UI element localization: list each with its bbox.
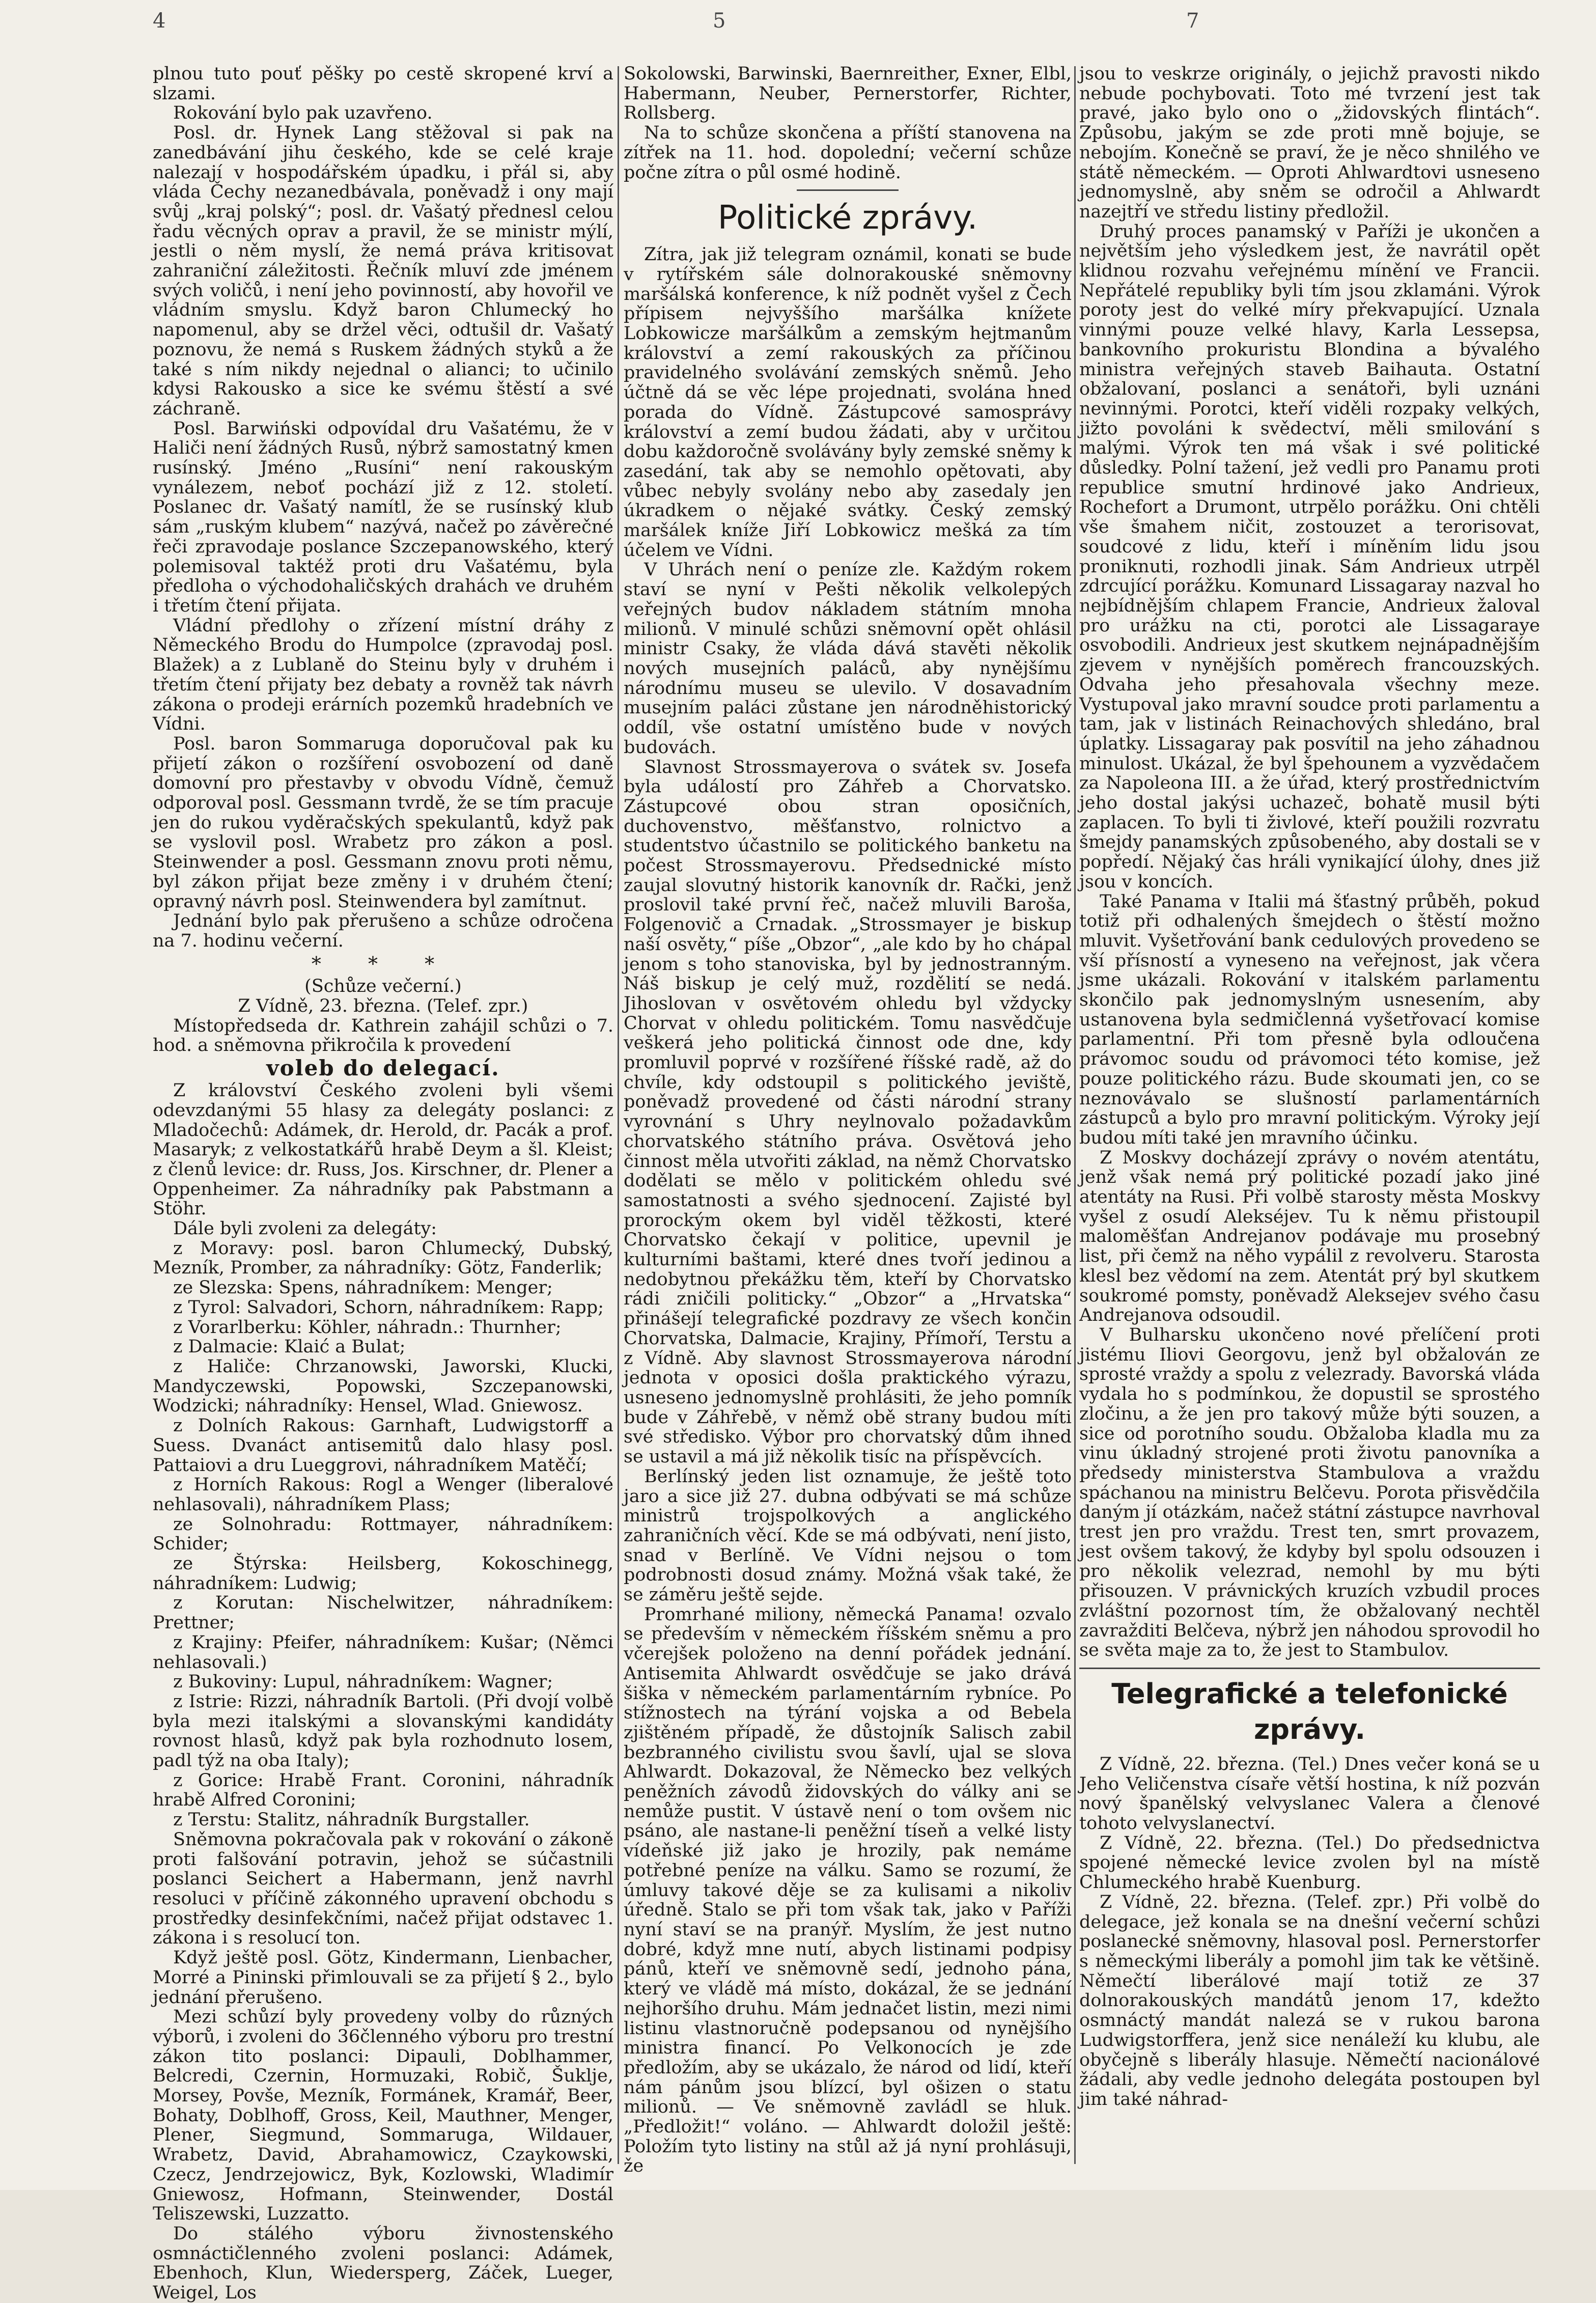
paragraph: Do stálého výboru živnostenského osmnáctičlenného zvoleni poslanci: Adámek, Ebenhoch, Klun, Wiedersperg, Záček, Lueger, Weigel, Los <box>153 2223 613 2303</box>
paragraph: Sokolowski, Barwinski, Baernreither, Exner, Elbl, Habermann, Neuber, Pernerstorfer, Richter, Rollsberg. <box>624 64 1072 124</box>
paragraph: z Krajiny: Pfeifer, náhradníkem: Kušar; (Němci nehlasovali.) <box>153 1632 613 1673</box>
telegraph-news-heading: Telegrafické a telefonické zprávy. <box>1111 1677 1508 1745</box>
section-rule <box>797 189 899 191</box>
paragraph: Promrhané miliony, německá Panama! ozvalo se především v německém říšském sněmu a pro včerejšek položeno na denní pořádek jednání. Antisemita Ahlwardt osvědčuje se jako drává šiška v německém parlamentárním rybníce. Po stížnostech na týrání vojska a od Bebela zjištěném případě, že důstojník Salisch zabil bezbranného civilistu svou šavlí, ujal se slova Ahlwardt. Dokazoval, že Německo bez velkých peněžních závodů židovských do války ani se nemůže pustit. V ústavě není o tom ovšem nic psáno, ale nastane-li peněžní tíseň a velké listy vídeňské již jako je hrozily, pak nemáme potřebné peníze na válku. Samo se rozumí, že úmluvy takové děje se za kulisami a nikoliv úředně. Stalo se při tom však tak, jako v Paříži nyní staví se na pranýř. Myslím, že jest nutno dobré, když mne nutí, abych listinami podpisy pánů, kteří ve sněmovně sedí, jednoho pána, který ve vládě má místo, dokázal, že se jednání nejhoršího druhu. Mám jednačet listin, mezi nimi listinu vlastnoručně podepsanou od nynějšího ministra financí. Po Velkonocích je zde předložím, aby se ukázalo, že národ od lidí, kteří nám pánům jsou blízcí, byl ošizen o statu milionů. — Ve sněmovně zavládl se hluk. „Předložit!“ voláno. — Ahlwardt doložil ještě: Položím tyto listiny na stůl až já nyní prohlásuji, že <box>624 1604 1072 2177</box>
paragraph: Z Vídně, 22. března. (Telef. zpr.) Při volbě do delegace, jež konala se na dnešní večerní schůzi poslanecké sněmovny, hlasoval posl. Pernerstorfer s německými liberály a pomohl jim tak ke většině. Němečtí liberálové mají totiž ze 37 dolnorakouských mandátů jenom 17, kdežto osmnáctý mandát nalezá se v rukou barona Ludwigstorffera, jenž sice nenáleží ku klubu, ale obyčejně s liberály hlasuje. Němečtí nacionálové žádali, aby vedle jednoho delegáta postoupen byl jim také náhrad- <box>1079 1892 1540 2110</box>
paragraph: z Korutan: Nischelwitzer, náhradníkem: Prettner; <box>153 1593 613 1633</box>
paragraph: Na to schůze skončena a příští stanovena na zítřek na 11. hod. dopolední; večerní schůze počne zítra o půl osmé hodině. <box>624 123 1072 183</box>
column-3 <box>1079 64 1540 2177</box>
paragraph: Zítra, jak již telegram oznámil, konati se bude v rytířském sále dolnorakouské sněmovny maršálská konference, k níž podnět vyšel z Čech přípisem nejvyššího maršálka knížete Lobkowicze maršálkům a zemským hejtmanům království a zemí rakouských za příčinou pravidelného svolávání zemských sněmů. Jeho účtně dá se věc lépe projednati, svolána hned porada do Vídně. Zástupcové samosprávy království a zemí budou žádati, aby v určitou dobu každoročně svolávány byly zemské sněmy k zasedání, tak aby se nemohlo opětovati, aby vůbec nebyly svolány nebo aby zasedaly jen úkradkem o nějaké svátky. Český zemský maršálek kníže Jiří Lobkowicz mešká za tím účelem ve Vídni. <box>624 244 1072 561</box>
paragraph: ze Štýrska: Heilsberg, Kokoschinegg, náhradníkem: Ludwig; <box>153 1553 613 1594</box>
column-2 <box>624 64 1072 2177</box>
paragraph: Z království Českého zvoleni byli všemi odevzdanými 55 hlasy za delegáty poslanci: z Mladočechů: Adámek, dr. Herold, dr. Pacák a prof. Masaryk; z velkostatkářů hrabě Deym a šl. Kleist; z členů levice: dr. Russ, Jos. Kirschner, dr. Plener a Oppenheimer. Za náhradníky pak Pabstmann a Stöhr. <box>153 1080 613 1219</box>
paragraph: Berlínský jeden list oznamuje, že ještě toto jaro a sice již 27. dubna odbývati se má schůze ministrů trojspolkových a anglického zahraničních věcí. Kde se má odbývati, není jisto, snad v Berlíně. Ve Vídni nejsou o tom podrobnosti dosud známy. Možná však také, že se záměru ještě sejde. <box>624 1466 1072 1605</box>
paragraph: z Horních Rakous: Rogl a Wenger (liberalové nehlasovali), náhradníkem Plass; <box>153 1475 613 1515</box>
paragraph: Když ještě posl. Götz, Kindermann, Lienbacher, Morré a Pininski přimlouvali se za přijetí § 2., bylo jednání přerušeno. <box>153 1948 613 2008</box>
column-divider-2 <box>1074 66 1076 2164</box>
paragraph: Dále byli zvoleni za delegáty: <box>173 1218 437 1239</box>
paragraph: z Dalmacie: Klaić a Bulat; <box>173 1337 406 1357</box>
paragraph: Z Moskvy docházejí zprávy o novém atentátu, jenž však nemá prý politické pozadí jako jiné atentáty na Rusi. Při volbě starosty města Moskvy vyšel z osudí Alekséjev. Tu k němu přistoupil maloměšťan Andrejanov podávaje mu prosebný list, při čemž na něho vypálil z revolveru. Starosta klesl bez vědomí na zem. Atentát prý byl skutkem soukromé pomsty, poněvadž Aleksejev svého času Andrejanova odsoudil. <box>1079 1147 1540 1326</box>
paragraph: z Bukoviny: Lupul, náhradníkem: Wagner; <box>173 1672 553 1692</box>
paragraph: Slavnost Strossmayerova o svátek sv. Josefa byla událostí pro Záhřeb a Chorvatsko. Zástupcové obou stran oposičních, duchovenstvo, měšťanstvo, rolnictvo a studentstvo účastnilo se politického banketu na počest Strossmayerovu. Předsednické místo zaujal slovutný historik kanovník dr. Rački, jenž proslovil také první řeč, načež mluvili Baroša, Folgenovič a Crnadak. „Strossmayer je biskup naší osvěty,“ píše „Obzor“, „ale kdo by ho chápal jenom s toho stanoviska, byl by jednostranným. Náš biskup je celý muž, rozdělití se nedá. Jihoslovan v osvětovém ohledu byl vždycky Chorvat v ohledu politickém. Tomu nasvědčuje veškerá jeho politická činnost ode dne, kdy promluvil poprvé v rozšířené říšské radě, až do chvíle, kdy odstoupil s politického jeviště, poněvadž provedené od části národní strany vyrovnání s Uhry neylnovalo požadavkům chorvatského státního práva. Osvětová jeho činnost měla utvořiti základ, na němž Chorvatsko dodělati se mělo v politickém ohledu své samostatnosti a svého sjednocení. Zajisté byl prorockým okem byl viděl těžkosti, které Chorvatsko čekají v politice, upevnil je kulturními baštami, které dnes tvoří jedinou a nedobytnou překážku těm, kteří by Chorvatsko rádi zničili politicky.“ „Obzor“ a „Hrvatska“ přinášejí telegrafické pozdravy ze všech končin Chorvatska, Dalmacie, Krajiny, Přímoří, Terstu a z Vídně. Aby slavnost Strossmayerova národní jednota v oposici došla praktického výrazu, usneseno jednomyslně prohlásiti, že jeho pomník bude v Záhřebě, v němž obě strany budou míti své středisko. Výbor pro chorvatský dům ihned se ustavil a má již několik tisíc na příspěvcích. <box>624 757 1072 1467</box>
paragraph: Také Panama v Italii má šťastný průběh, pokud totiž při odhalených šmejdech o štěstí možno mluvit. Vyšetřování bank cedulových provedeno se vší přísností a vyneseno na veřejnost, jak včera jsme ukázali. Rokování v italském parlamentu skončilo pak jednomyslným usnesením, aby ustanovena byla sedmičlenná vyšetřovací komise parlamentní. Při tom přesně byla odloučena právomoc soudu od právomoci této komise, jež pouze politického rázu. Bude skoumati jen, co se neznovávalo se slušností parlamentárních zástupců a bylo pro mravní politickým. Výroky její budou míti také jen mravního účinku. <box>1079 891 1540 1148</box>
evening-dateline: Z Vídně, 23. března. (Telef. zpr.) <box>238 996 528 1017</box>
paragraph: V Bulharsku ukončeno nové přelíčení proti jistému Iliovi Georgovu, jenž byl obžalován ze sprosté vraždy a spolu z velezrady. Bavorská vláda vydala ho s podmínkou, že dopustil se sprostého zločinu, a že jen pro takový může býti souzen, a sice od porotního soudu. Obžaloba kladla mu za vinu úkladný strojené proti životu panovníka a předsedy ministerstva Stambulova a vraždu spáchanou na ministru Belčevu. Porota přisvědčila daným jí otázkám, načež státní zástupce navrhoval trest jen pro vraždu. Trest ten, smrt provazem, jest ovšem takový, že kdyby byl spolu odsouzen i pro několik velezrad, nemohl by mu býti přisouzen. V právnických kruzích vzbudil proces zvláštní pozornost tím, že obžalovaný nechtěl zavražditi Belčeva, nýbrž jen náhodou sprovodil ho se světa maje za to, že jest to Stambulov. <box>1079 1325 1540 1661</box>
evening-session-title: (Schůze večerní.) <box>304 976 462 997</box>
paragraph: Jednání bylo pak přerušeno a schůze odročena na 7. hodinu večerní. <box>153 911 613 951</box>
paragraph: Druhý proces panamský v Paříži je ukončen a největším jeho výsledkem jest, že navrátil opět klidnou rozvahu veřejnému mínění ve Francii. Nepřátelé republiky byli tím jsou zklamáni. Výrok poroty jest do velké míry překvapující. Uznala vinnými pouze velké hlavy, Karla Lessepsa, bankovního prokuristu Blondina a bývalého ministra veřejných staveb Baihauta. Ostatní obžalovaní, poslanci a senátoři, byli uznáni nevinnými. Porotci, kteří viděli rozpaky velkých, jižto povoláni k svědectví, měli smilování s malými. Výrok ten má však i své politické důsledky. Polní tažení, jež vedli pro Panamu proti republice smutní hrdinové jako Andrieux, Rochefort a Drumont, utrpělo porážku. Oni chtěli vše šmahem ničit, zostouzet a terorisovat, soudcové z lidu, kteří i míněním lidu jsou proniknuti, rozhodli jinak. Sám Andrieux utrpěl zdrcující porážku. Komunard Lissagaray nazval ho nejbídnějším chlapem Francie, Andrieux žaloval pro urážku na cti, porotci ale Lissagaraye osvobodili. Andrieux jest skutkem nejnápadnějším zjevem v nynějších poměrech francouzských. Odvaha jeho přesahovala všechny meze. Vystupoval jako mravní soudce proti parlamentu a tam, jak v listinách Reinachových shledáno, bral úplatky. Lissagaray pak posvítil na jeho záhadnou minulost. Ukázal, že byl špehounem a vyzvědačem za Napoleona III. a že úřad, který prostřednictvím jeho dostal jakýsi uchazeč, bohatě musil býti zaplacen. To byli ti živlové, kteří použili rozvratu šmejdy panamských způsobeného, aby dostali se v popředí. Nějaký čas hráli vynikající úlohy, dnes již jsou v koncích. <box>1079 221 1540 892</box>
paragraph: z Haliče: Chrzanowski, Jaworski, Klucki, Mandyczewski, Popowski, Szczepanowski, Wodzicki; náhradníky: Hensel, Wlad. Gniewosz. <box>153 1356 613 1417</box>
paragraph: ze Solnohradu: Rottmayer, náhradníkem: Schider; <box>153 1514 613 1555</box>
header-mark-left: 4 <box>153 9 166 33</box>
paragraph: jsou to veskrze originály, o jejichž pravosti nikdo nebude pochybovati. Toto mé tvrzení jest tak pravé, jako bylo ono o „židovských flintách“. Způsobu, jakým se zde proti mně bojuje, se nebojím. Konečně se praví, že je něco shnilého ve státě německém. — Oproti Ahlwardtovi usneseno jednomyslně, aby sněm se odročil a Ahlwardt nazejtří ve středu listiny předložil. <box>1079 64 1540 222</box>
paragraph: z Dolních Rakous: Garnhaft, Ludwigstorff a Suess. Dvanáct antisemitů dalo hlasy posl. Pattaiovi a dru Lueggrovi, náhradníkem Matěčí; <box>153 1416 613 1476</box>
section-stars: * * * <box>311 952 455 975</box>
paragraph: Vládní předlohy o zřízení místní dráhy z Německého Brodu do Humpolce (zpravodaj posl. Blažek) a z Lublaně do Steinu byly v druhém i třetím čtení přijaty bez debaty a rovněž tak návrh zákona o prodeji erárních pozemků hradebních ve Vídni. <box>153 615 613 735</box>
paragraph: Posl. baron Sommaruga doporučoval pak ku přijetí zákon o rozšíření osvobození od daně domovní pro přestavby v obvodu Vídně, čemuž odporoval posl. Gessmann tvrdě, že se tím pracuje jen do rukou vyděračských spekulantů, když pak se vyslovil posl. Wrabetz pro zákon a posl. Steinwender a posl. Gessmann znovu proti němu, byl zákon přijat beze změny i v druhém čtení; opravný návrh posl. Steinwendera byl zamítnut. <box>153 733 613 912</box>
paragraph: Sněmovna pokračovala pak v rokování o zákoně proti falšování potravin, jehož se súčastnili poslanci Seichert a Habermann, jenž navrhl resoluci v příčině zákonného upravení obchodu s prostředky desinfekčními, načež přijat odstavec 1. zákona i s resolucí ton. <box>153 1829 613 1949</box>
paragraph: z Vorarlberku: Köhler, náhradn.: Thurnher; <box>173 1317 562 1338</box>
paragraph: Rokování bylo pak uzavřeno. <box>173 103 433 124</box>
paragraph: V Uhrách není o peníze zle. Každým rokem staví se nyní v Pešti několik velkolepých veřejných budov nákladem státním mnoha milionů. V minulé schůzi sněmovní opět ohlásil ministr Csaky, že vláda dává stavěti několik nových musejních paláců, aby nynějšímu národnímu museu se ulevilo. V dosavadním musejním paláci zůstane jen národněhistorický oddíl, vše ostatní umístěno bude v nových budovách. <box>624 560 1072 758</box>
column-divider-1 <box>618 66 619 2164</box>
paragraph: z Tyrol: Salvadori, Schorn, náhradníkem: Rapp; <box>173 1297 604 1318</box>
header-mark-right: 7 <box>1186 9 1199 33</box>
delegation-heading: voleb do delegací. <box>266 1056 500 1081</box>
column-1 <box>153 64 613 2303</box>
paragraph: z Istrie: Rizzi, náhradník Bartoli. (Při dvojí volbě byla mezi italskými a slovanskými kandidáty rovnost hlasů, když pak byla rozhodnuto losem, padl týž na oba Italy); <box>153 1691 613 1771</box>
paragraph: z Gorice: Hrabě Frant. Coronini, náhradník hrabě Alfred Coronini; <box>153 1770 613 1811</box>
paragraph: z Moravy: posl. baron Chlumecký, Dubský, Mezník, Promber, za náhradníky: Götz, Fanderlik; <box>153 1238 613 1279</box>
paragraph: ze Slezska: Spens, náhradníkem: Menger; <box>173 1278 553 1298</box>
paragraph: Posl. dr. Hynek Lang stěžoval si pak na zanedbávání jihu českého, kde se celé kraje nalezají v hospodářském úpadku, i přál si, aby vláda Čechy nezanedbávala, poněvadž i ony mají svůj „kraj polský“; posl. dr. Vašatý přednesl celou řadu věcných oprav a pravil, že se ministr mýlí, jestli o něm myslí, že nemá práva kritisovat zahraniční záležitosti. Řečník mluví zde jménem svých voličů, i není jeho povinností, aby hovořil ve vládním smyslu. Když baron Chlumecký ho napomenul, aby se držel věci, odtušil dr. Vašatý poznovu, že nemá s Ruskem žádných styků a že také s ním nikdy nejednal o alianci; to učinilo kdysi Rakousko a sice ke svému štěstí a své záchraně. <box>153 123 613 419</box>
header-mark-mid: 5 <box>713 9 726 33</box>
paragraph: Z Vídně, 22. března. (Tel.) Dnes večer koná se u Jeho Veličenstva císaře větší hostina, k níž pozván nový španělský velvyslanec Valera a členové tohoto velvyslanectví. <box>1079 1754 1540 1834</box>
political-news-heading: Politické zprávy. <box>717 199 978 237</box>
paragraph: Z Vídně, 22. března. (Tel.) Do předsednictva spojené německé levice zvolen byl na místě Chlumeckého hrabě Kuenburg. <box>1079 1833 1540 1893</box>
paragraph: plnou tuto pouť pěšky po cestě skropené krví a slzami. <box>153 64 613 104</box>
paragraph: z Terstu: Stalitz, náhradník Burgstaller. <box>173 1810 530 1830</box>
paragraph: Posl. Barwiński odpovídal dru Vašatému, že v Haliči není žádných Rusů, nýbrž samostatný kmen rusínský. Jméno „Rusíni“ není rakouským vynálezem, neboť pochází již z 12. století. Poslanec dr. Vašatý namítl, že se rusínský klub sám „ruským klubem“ nazývá, načež po závěrečné řeči zpravodaje poslance Szczepanowského, který polemisoval taktéž proti dru Vašatému, byla předloha o východohaličských drahách ve druhém i třetím čtení přijata. <box>153 418 613 616</box>
section-rule <box>1079 1668 1540 1669</box>
page-header-marks <box>0 9 1596 40</box>
paragraph: Mezi schůzí byly provedeny volby do různých výborů, i zvoleni do 36členného výboru pro trestní zákon tito poslanci: Dipauli, Doblhammer, Belcredi, Czernin, Hormuzaki, Robič, Šuklje, Morsey, Povše, Mezník, Formánek, Kramář, Beer, Bohaty, Doblhoff, Gross, Keil, Mauthner, Menger, Plener, Siegmund, Sommaruga, Wildauer, Wrabetz, David, Abrahamowicz, Czaykowski, Czecz, Jendrzejowicz, Byk, Kozlowski, Wladimír Gniewosz, Hofmann, Steinwender, Dostál Teliszewski, Luzzatto. <box>153 2007 613 2225</box>
paragraph: Místopředseda dr. Kathrein zahájil schůzi o 7. hod. a sněmovna přikročila k provedení <box>153 1015 613 1056</box>
